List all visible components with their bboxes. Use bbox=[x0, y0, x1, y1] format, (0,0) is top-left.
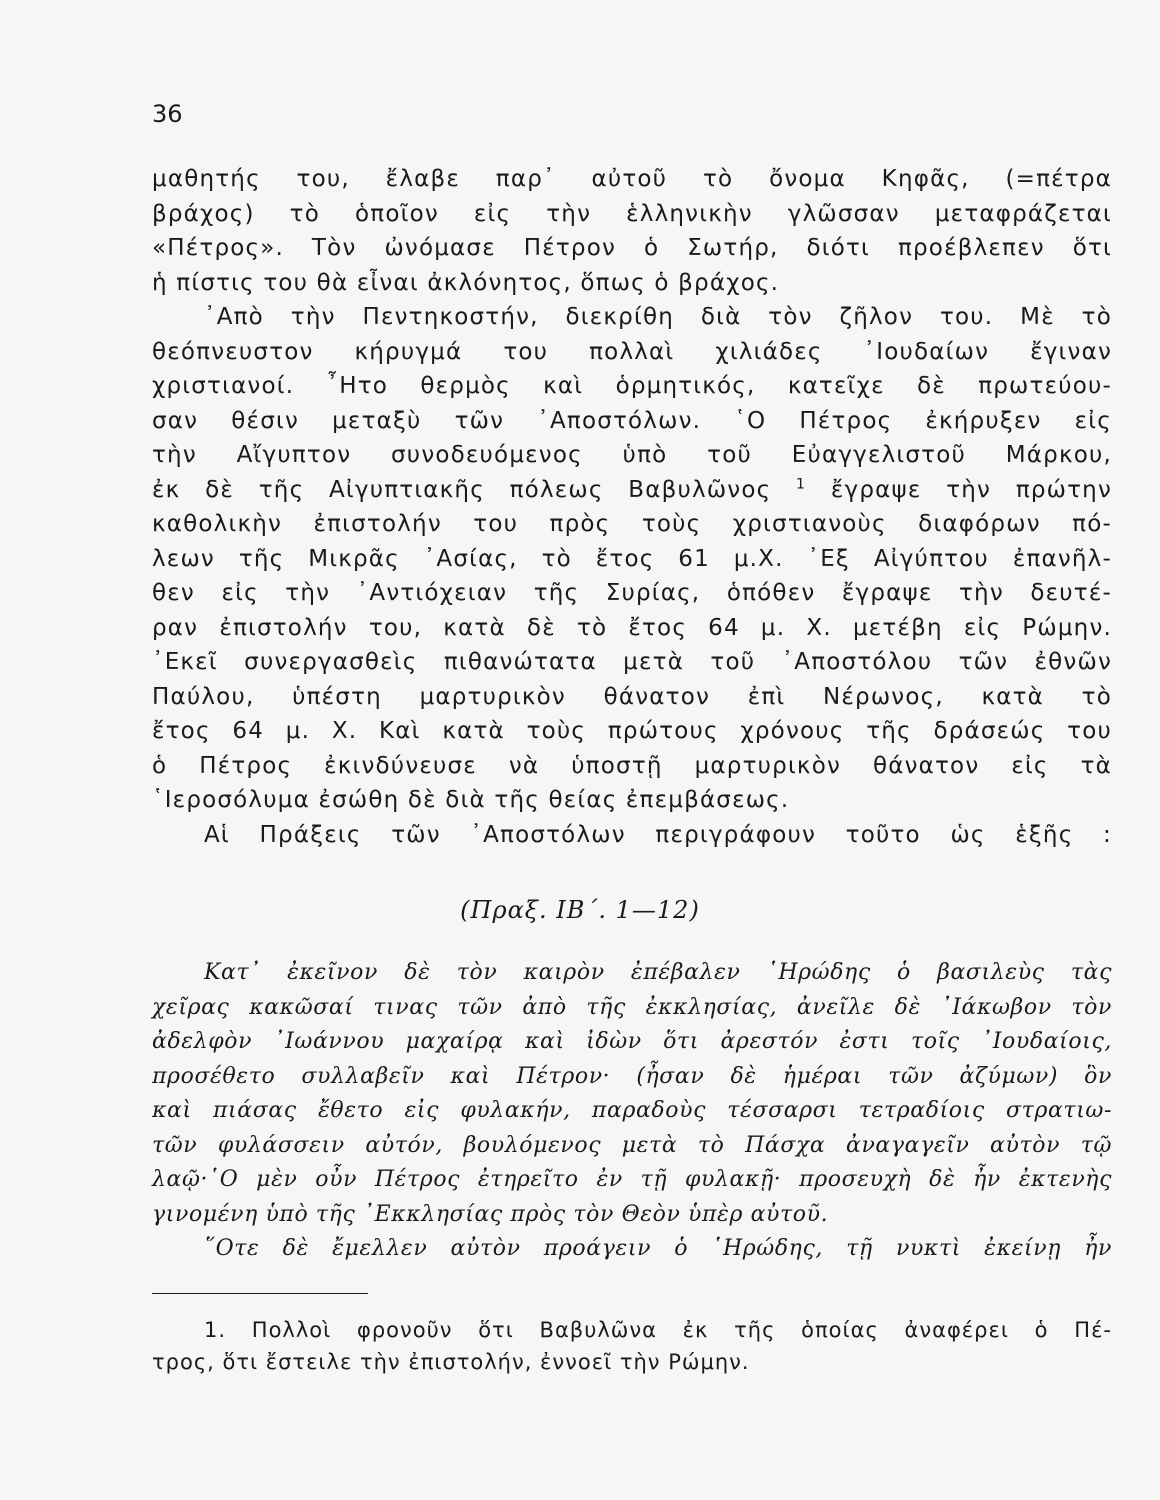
text-line: μαθητής του, ἔλαβε παρ᾽ αὐτοῦ τὸ ὄνομα Κηφᾶς, (=πέτρα bbox=[152, 166, 1112, 192]
footnote-divider bbox=[152, 1293, 368, 1294]
text-fragment: ἔγραψε τὴν πρώτην bbox=[830, 476, 1113, 503]
quote-line: χεῖρας κακῶσαί τινας τῶν ἀπὸ τῆς ἐκκλησίας, ἀνεῖλε δὲ ᾽Ιάκωβον τὸν bbox=[152, 994, 1112, 1020]
text-line: ἔτος 64 μ. Χ. Καὶ κατὰ τοὺς πρώτους χρόνους τῆς δράσεώς του bbox=[152, 718, 1112, 744]
text-line: τὴν Αἴγυπτον συνοδευόμενος ὑπὸ τοῦ Εὐαγγελιστοῦ Μάρκου, bbox=[152, 442, 1112, 468]
text-line: Παύλου, ὑπέστη μαρτυρικὸν θάνατον ἐπὶ Νέρωνος, κατὰ τὸ bbox=[152, 683, 1112, 710]
quote-line: καὶ πιάσας ἔθετο εἰς φυλακήν, παραδοὺς τέσσαρσι τετραδίοις στρατιω- bbox=[152, 1098, 1112, 1123]
page-number: 36 bbox=[152, 100, 183, 128]
text-line: θεόπνευστον κήρυγμά του πολλαὶ χιλιάδες ᾽Ιουδαίων ἔγιναν bbox=[152, 338, 1112, 365]
main-text bbox=[152, 162, 1112, 852]
text-line: καθολικὴν ἐπιστολήν του πρὸς τοὺς χριστιανοὺς διαφόρων πό- bbox=[152, 511, 1112, 537]
quote-line: λαῷ·῾Ο μὲν οὖν Πέτρος ἐτηρεῖτο ἐν τῇ φυλακῇ· προσευχὴ δὲ ἦν ἐκτενὴς bbox=[152, 1167, 1112, 1192]
text-line: χριστιανοί. ῏Ητο θερμὸς καὶ ὁρμητικός, κατεῖχε δὲ πρωτεύου- bbox=[152, 373, 1112, 399]
quote-heading: (Πραξ. ΙΒ΄. 1—12) bbox=[460, 896, 700, 924]
text-line: θεν εἰς τὴν ᾽Αντιόχειαν τῆς Συρίας, ὁπόθεν ἔγραψε τὴν δευτέ- bbox=[152, 580, 1112, 606]
quote-line: τῶν φυλάσσειν αὐτόν, βουλόμενος μετὰ τὸ Πάσχα ἀναγαγεῖν αὐτὸν τῷ bbox=[152, 1132, 1112, 1158]
text-line: ἡ πίστις του θὰ εἶναι ἀκλόνητος, ὅπως ὁ βράχος. bbox=[152, 269, 780, 296]
quoted-passage bbox=[152, 956, 1112, 1267]
footnote-marker: 1 bbox=[796, 475, 807, 492]
quote-line: ἀδελφὸν ᾽Ιωάννου μαχαίρᾳ καὶ ἰδὼν ὅτι ἀρεστόν ἐστι τοῖς ᾽Ιουδαίοις, bbox=[152, 1029, 1112, 1054]
text-line: ραν ἐπιστολήν του, κατὰ δὲ τὸ ἔτος 64 μ. Χ. μετέβη εἰς Ρώμην. bbox=[152, 614, 1112, 641]
text-line bbox=[152, 473, 1112, 508]
text-line: ὁ Πέτρος ἐκινδύνευσε νὰ ὑποστῇ μαρτυρικὸν θάνατον εἰς τὰ bbox=[152, 752, 1112, 779]
text-line: ᾽Απὸ τὴν Πεντηκοστήν, διεκρίθη διὰ τὸν ζῆλον του. Μὲ τὸ bbox=[204, 304, 1112, 330]
quote-line: ῞Οτε δὲ ἔμελλεν αὐτὸν προάγειν ὁ ῾Ηρώδης, τῇ νυκτὶ ἐκείνῃ ἦν bbox=[204, 1236, 1112, 1261]
text-line: σαν θέσιν μεταξὺ τῶν ᾽Αποστόλων. ῾Ο Πέτρος ἐκήρυξεν εἰς bbox=[152, 407, 1112, 434]
text-line: βράχος) τὸ ὁποῖον εἰς τὴν ἑλληνικὴν γλῶσσαν μεταφράζεται bbox=[152, 200, 1112, 227]
footnote bbox=[152, 1314, 1112, 1378]
footnote-line: τρος, ὅτι ἔστειλε τὴν ἐπιστολήν, ἐννοεῖ τὴν Ρώμην. bbox=[152, 1350, 750, 1374]
text-line: ᾽Εκεῖ συνεργασθεὶς πιθανώτατα μετὰ τοῦ ᾽Αποστόλου τῶν ἐθνῶν bbox=[152, 649, 1112, 675]
text-fragment: ἐκ δὲ τῆς Αἰγυπτιακῆς πόλεως Βαβυλῶνος bbox=[152, 476, 772, 503]
text-line: «Πέτρος». Τὸν ὠνόμασε Πέτρον ὁ Σωτήρ, διότι προέβλεπεν ὅτι bbox=[152, 235, 1112, 261]
quote-line: προσέθετο συλλαβεῖν καὶ Πέτρον· (ἦσαν δὲ ἡμέραι τῶν ἀζύμων) ὃν bbox=[152, 1063, 1112, 1089]
text-line: Αἱ Πράξεις τῶν ᾽Αποστόλων περιγράφουν τοῦτο ὡς ἑξῆς : bbox=[204, 821, 1112, 848]
text-line: ῾Ιεροσόλυμα ἐσώθη δὲ διὰ τῆς θείας ἐπεμβάσεως. bbox=[152, 787, 790, 813]
quote-line: Κατ᾽ ἐκεῖνον δὲ τὸν καιρὸν ἐπέβαλεν ῾Ηρώδης ὁ βασιλεὺς τὰς bbox=[204, 960, 1112, 985]
quote-line: γινομένη ὑπὸ τῆς ᾽Εκκλησίας πρὸς τὸν Θεὸν ὑπὲρ αὐτοῦ. bbox=[152, 1201, 829, 1227]
footnote-line: 1. Πολλοὶ φρονοῦν ὅτι Βαβυλῶνα ἐκ τῆς ὁποίας ἀναφέρει ὁ Πέ- bbox=[204, 1318, 1112, 1342]
text-line: λεων τῆς Μικρᾶς ᾽Ασίας, τὸ ἔτος 61 μ.Χ. ᾽Εξ Αἰγύπτου ἐπανῆλ- bbox=[152, 545, 1112, 572]
